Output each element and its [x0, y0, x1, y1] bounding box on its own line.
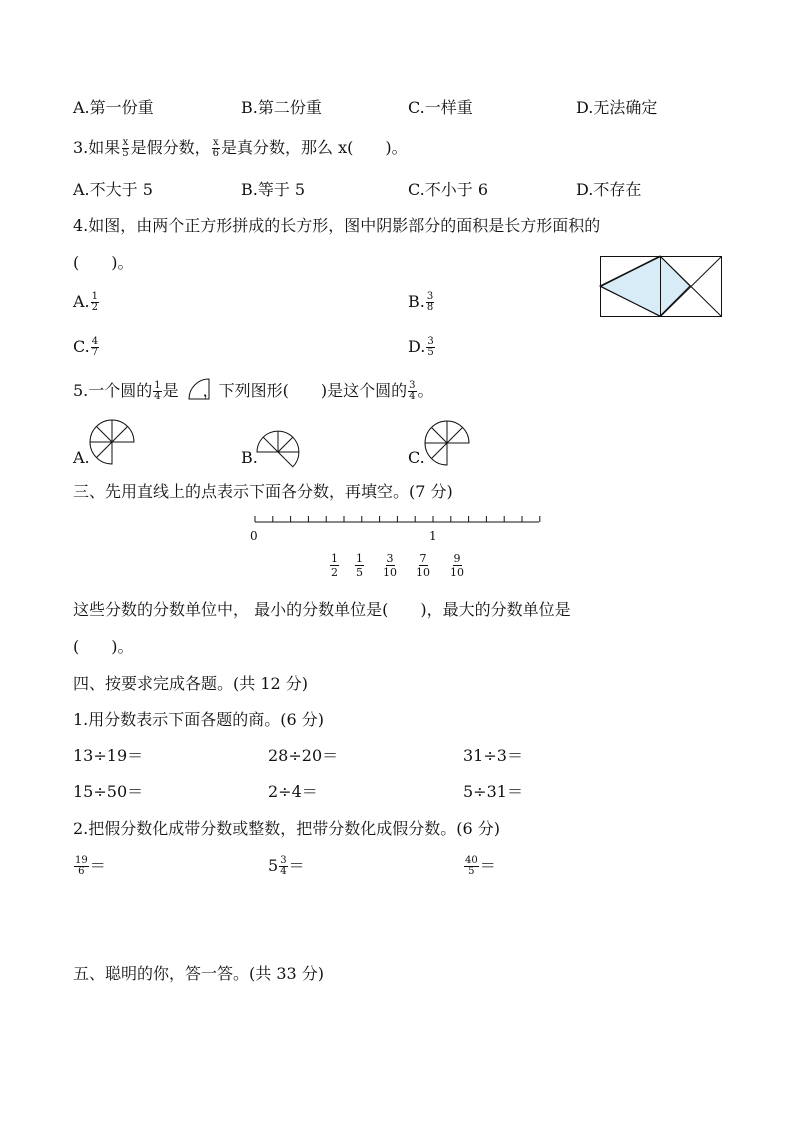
- conversion-item: $\frac{40}{5}$ ＝: [465, 855, 496, 877]
- section4-q1-title: 1.用分数表示下面各题的商。(6 分): [73, 710, 325, 729]
- conversion-item: 5 $\frac{3}{4}$ ＝: [268, 855, 305, 877]
- number-line: [250, 510, 550, 540]
- section3-title: 三、先用直线上的点表示下面各分数，再填空。(7 分): [73, 482, 453, 501]
- fraction-to-plot: $\frac{9}{10}$: [450, 552, 464, 579]
- q2-option-a: A.第一份重: [73, 98, 154, 117]
- q5-option-b-figure: [256, 430, 300, 466]
- q5-question: 5.一个圆的 $\frac{1}{4}$ 是 ，下列图形( )是这个圆的 $\frac{3}{4}$ 。: [73, 380, 434, 402]
- section4-q2-title: 2.把假分数化成带分数或整数，把带分数化成假分数。(6 分): [73, 819, 501, 838]
- q5-option-a-label: A.: [73, 448, 90, 467]
- q5-option-c-figure: [424, 420, 470, 466]
- fraction-to-plot: $\frac{1}{2}$: [331, 552, 338, 579]
- fraction-to-plot: $\frac{3}{10}$: [383, 552, 397, 579]
- section3-fill-line2: ( )。: [73, 637, 134, 656]
- q3-option-b: B.等于 5: [241, 180, 306, 199]
- division-item: 28÷20＝: [268, 746, 339, 765]
- quarter-circle-icon: [187, 377, 211, 401]
- section3-fill-line1: 这些分数的分数单位中， 最小的分数单位是( )，最大的分数单位是: [73, 600, 571, 619]
- q4-option-d: D. $\frac{3}{5}$: [408, 336, 434, 358]
- q5-option-c-label: C.: [408, 448, 425, 467]
- q4-question-line1: 4.如图，由两个正方形拼成的长方形，图中阴影部分的面积是长方形面积的: [73, 216, 601, 235]
- division-item: 13÷19＝: [73, 746, 144, 765]
- division-item: 15÷50＝: [73, 782, 144, 801]
- q5-option-a-figure: [90, 420, 136, 466]
- q4-option-c: C. $\frac{4}{7}$: [73, 336, 99, 358]
- fraction-to-plot: $\frac{7}{10}$: [416, 552, 430, 579]
- q2-option-c: C.一样重: [408, 98, 473, 117]
- section5-title: 五、聪明的你，答一答。(共 33 分): [73, 964, 325, 983]
- division-item: 31÷3＝: [463, 746, 523, 765]
- q3-option-a: A.不大于 5: [73, 180, 153, 199]
- q3-question: 3.如果 $\frac{x}{5}$ 是假分数， $\frac{x}{6}$ 是真分数，那么 x( )。: [73, 137, 408, 159]
- conversion-item: $\frac{19}{6}$ ＝: [75, 855, 106, 877]
- q3-option-d: D.不存在: [576, 180, 642, 199]
- number-line-one-label: 1: [429, 529, 437, 543]
- q3-fraction-x-over-5: $\frac{x}{5}$: [122, 137, 129, 159]
- q3-fraction-x-over-6: $\frac{x}{6}$: [212, 137, 220, 159]
- fraction-to-plot: $\frac{1}{5}$: [356, 552, 363, 579]
- q4-rectangle-figure: [600, 256, 722, 318]
- q4-option-a: A. $\frac{1}{2}$: [73, 291, 99, 313]
- q2-option-d: D.无法确定: [576, 98, 658, 117]
- q4-option-b: B. $\frac{3}{8}$: [408, 291, 434, 313]
- number-line-zero-label: 0: [250, 529, 258, 543]
- division-item: 5÷31＝: [463, 782, 523, 801]
- division-item: 2÷4＝: [268, 782, 318, 801]
- q2-option-b: B.第二份重: [241, 98, 322, 117]
- q3-option-c: C.不小于 6: [408, 180, 489, 199]
- q5-option-b-label: B.: [241, 448, 258, 467]
- q4-question-line2: ( )。: [73, 253, 134, 272]
- section4-title: 四、按要求完成各题。(共 12 分): [73, 674, 309, 693]
